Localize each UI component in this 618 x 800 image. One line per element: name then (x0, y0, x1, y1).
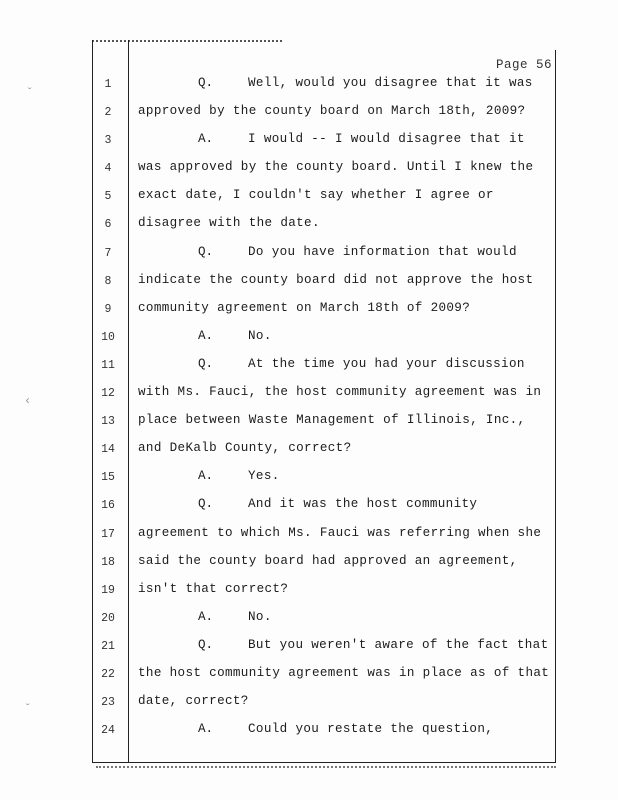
right-margin-rule (555, 50, 556, 762)
testimony-text: exact date, I couldn't say whether I agree or (138, 188, 494, 203)
transcript-line (92, 128, 554, 156)
line-number: 3 (104, 134, 112, 148)
testimony-text: indicate the county board did not approve the host (138, 272, 534, 287)
transcript-line (92, 184, 554, 212)
testimony-text: I would -- I would disagree that it (248, 132, 525, 147)
transcript-line (92, 156, 554, 184)
punch-hole-mark: ‹ (24, 394, 32, 408)
testimony-text: the host community agreement was in place as of that (138, 665, 550, 680)
line-number: 5 (104, 190, 112, 204)
transcript-line (92, 381, 554, 409)
transcript-line (92, 325, 554, 353)
testimony-text: said the county board had approved an agreement, (138, 553, 518, 568)
testimony-text: with Ms. Fauci, the host community agreement was in (138, 385, 542, 400)
speaker-label: Q. (198, 497, 214, 512)
testimony-text: was approved by the county board. Until I knew the (138, 160, 534, 175)
transcript-line (92, 550, 554, 578)
transcript-line (92, 606, 554, 634)
line-number: 4 (104, 162, 112, 176)
testimony-text: agreement to which Ms. Fauci was referring when she (138, 525, 542, 540)
bottom-rule (92, 762, 556, 763)
testimony-text: No. (248, 328, 272, 343)
testimony-text: community agreement on March 18th of 2009? (138, 300, 471, 315)
transcript-line (92, 212, 554, 240)
punch-hole-mark: ˇ (26, 86, 34, 100)
testimony-text: and DeKalb County, correct? (138, 441, 352, 456)
testimony-text: At the time you had your discussion (248, 356, 525, 371)
line-number: 17 (101, 527, 115, 541)
testimony-text: No. (248, 609, 272, 624)
speaker-label: A. (198, 722, 214, 737)
page-number: Page 56 (495, 58, 552, 72)
line-number: 1 (104, 78, 112, 91)
testimony-text: date, correct? (138, 694, 249, 709)
testimony-text: place between Waste Management of Illinois, Inc., (138, 413, 526, 428)
top-scan-artifact (92, 40, 282, 44)
line-number: 19 (101, 583, 115, 597)
line-number: 9 (104, 302, 112, 316)
transcript-line (92, 409, 554, 437)
testimony-text: disagree with the date. (138, 216, 320, 231)
speaker-label: A. (198, 132, 214, 147)
testimony-text: And it was the host community (248, 497, 478, 512)
line-number: 12 (101, 387, 115, 401)
transcript-line (92, 269, 554, 297)
transcript-line (92, 297, 554, 325)
line-number: 13 (101, 415, 115, 429)
speaker-label: A. (198, 609, 214, 624)
line-number: 6 (104, 218, 112, 232)
speaker-label: A. (198, 328, 214, 343)
footer-scan-artifact (96, 766, 556, 768)
line-number: 18 (101, 555, 115, 569)
transcript-line (92, 100, 554, 128)
line-number: 2 (104, 106, 112, 120)
transcript-line (92, 634, 554, 662)
line-number: 20 (101, 611, 115, 625)
line-number: 11 (101, 358, 115, 372)
line-number: 7 (104, 246, 112, 260)
line-number: 8 (104, 274, 112, 288)
transcript-line (92, 522, 554, 550)
transcript-line (92, 493, 554, 521)
testimony-text: approved by the county board on March 18th, 2009? (138, 104, 526, 119)
line-number: 22 (101, 667, 115, 681)
punch-hole-mark: ˇ (24, 702, 32, 716)
testimony-text: Could you restate the question, (248, 722, 494, 737)
transcript-line (92, 465, 554, 493)
testimony-text: isn't that correct? (138, 581, 289, 596)
transcript-line (92, 72, 554, 100)
speaker-label: Q. (198, 244, 214, 259)
transcript-line (92, 353, 554, 381)
transcript-body (92, 72, 554, 746)
line-number: 24 (101, 724, 115, 738)
line-number: 14 (101, 443, 115, 457)
testimony-text: Do you have information that would (248, 244, 517, 259)
line-number: 10 (101, 330, 115, 344)
transcript-line (92, 241, 554, 269)
transcript-line (92, 437, 554, 465)
line-number: 23 (101, 696, 115, 710)
transcript-line (92, 662, 554, 690)
speaker-label: Q. (198, 76, 214, 90)
testimony-text: Yes. (248, 469, 280, 484)
line-number: 21 (101, 639, 115, 653)
testimony-text: But you weren't aware of the fact that (248, 637, 549, 652)
line-number: 15 (101, 471, 115, 485)
speaker-label: Q. (198, 356, 214, 371)
speaker-label: A. (198, 469, 214, 484)
line-number: 16 (101, 499, 115, 513)
testimony-text: Well, would you disagree that it was (248, 76, 533, 90)
transcript-line (92, 690, 554, 718)
transcript-line (92, 718, 554, 746)
transcript-line (92, 578, 554, 606)
speaker-label: Q. (198, 637, 214, 652)
